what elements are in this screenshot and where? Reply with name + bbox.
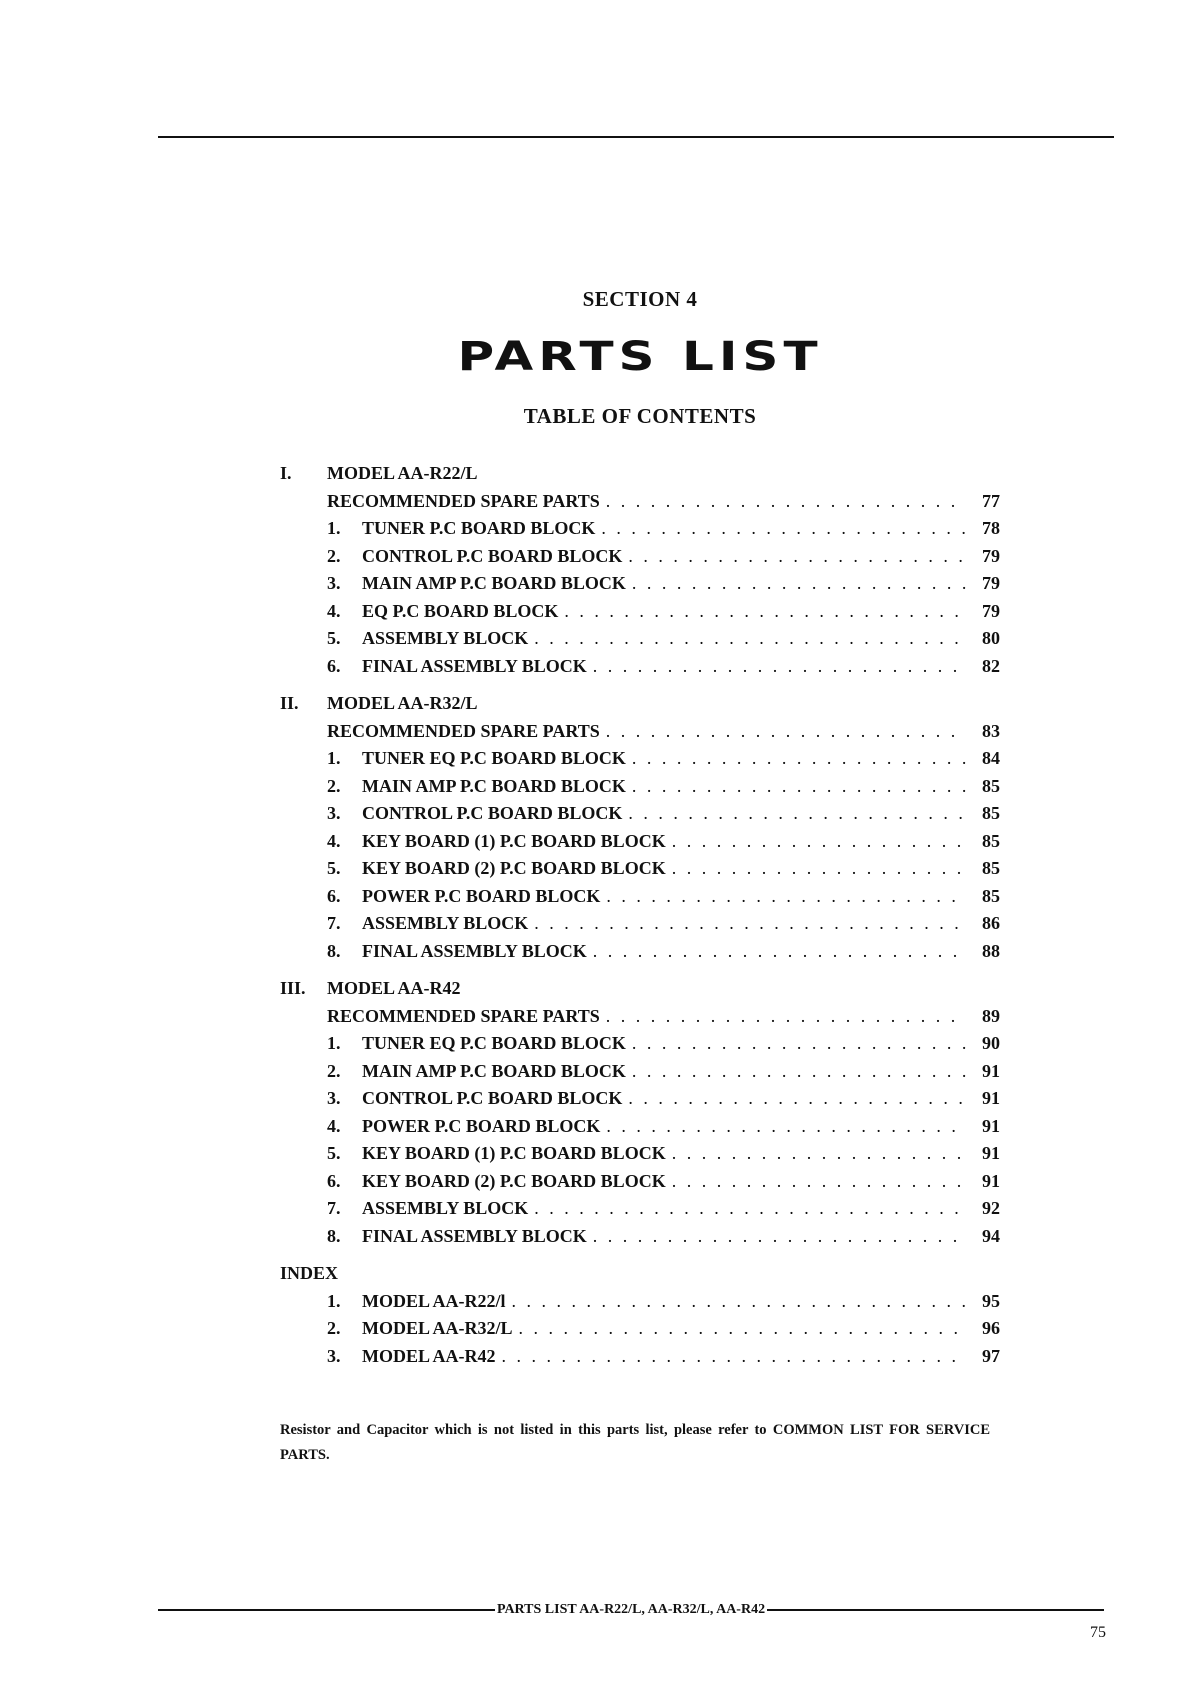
- toc-entry-page: 85: [982, 885, 1000, 906]
- toc-leader-dots: [606, 883, 966, 911]
- toc-group-model: MODEL AA-R42: [327, 978, 461, 999]
- toc-entry-page: 94: [982, 1225, 1000, 1246]
- toc-group-numeral: I.: [280, 463, 292, 484]
- toc-entry: [280, 625, 1000, 653]
- toc-leader-dots: [534, 1195, 966, 1223]
- toc-entry-page: 78: [982, 518, 1000, 538]
- toc-leader-dots: [628, 800, 966, 828]
- toc-entry-label: CONTROL P.C BOARD BLOCK: [362, 803, 623, 823]
- toc-entry-number: 2.: [327, 775, 341, 796]
- toc-entry: [280, 653, 1000, 681]
- toc-leader-dots: [632, 570, 966, 598]
- toc-entry-page: 92: [982, 1198, 1000, 1218]
- toc-leader-dots: [519, 1315, 966, 1343]
- toc-group-heading: [280, 690, 1000, 718]
- toc-group-numeral: III.: [280, 978, 306, 999]
- toc-index-heading: INDEX: [280, 1263, 339, 1283]
- toc-entry-number: 1.: [327, 1033, 341, 1053]
- toc-leader-dots: [593, 653, 966, 681]
- toc-entry: [280, 1140, 1000, 1168]
- toc-entry-page: 85: [982, 830, 1000, 851]
- toc-entry-label: ASSEMBLY BLOCK: [362, 628, 529, 648]
- toc-entry: [280, 515, 1000, 543]
- toc-entry: [280, 1195, 1000, 1223]
- toc-entry-label: CONTROL P.C BOARD BLOCK: [362, 545, 623, 566]
- toc-entry-number: 5.: [327, 858, 341, 878]
- toc-entry-page: 77: [982, 490, 1000, 511]
- toc-entry-label: MODEL AA-R32/L: [362, 1318, 513, 1338]
- toc-entry-label: RECOMMENDED SPARE PARTS: [327, 490, 600, 511]
- toc-entry-number: 3.: [327, 573, 341, 593]
- toc-entry: [280, 1343, 1000, 1371]
- toc-entry: [280, 570, 1000, 598]
- toc-leader-dots: [632, 773, 966, 801]
- top-rule: [158, 136, 1114, 138]
- toc-entry-page: 79: [982, 573, 1000, 593]
- toc-entry-number: 1.: [327, 518, 341, 538]
- toc-entry-number: 3.: [327, 803, 341, 823]
- toc-entry-label: ASSEMBLY BLOCK: [362, 1198, 529, 1218]
- toc-entry-label: FINAL ASSEMBLY BLOCK: [362, 655, 587, 676]
- toc-entry: [280, 910, 1000, 938]
- toc-leader-dots: [632, 1030, 966, 1058]
- toc-entry-page: 90: [982, 1033, 1000, 1053]
- toc-entry: [280, 800, 1000, 828]
- footer-rule-right: [767, 1609, 1104, 1611]
- toc-entry-page: 85: [982, 858, 1000, 878]
- toc-entry-page: 80: [982, 628, 1000, 648]
- section-heading: SECTION 4: [582, 287, 698, 311]
- toc-entry: [280, 1223, 1000, 1251]
- toc-entry-page: 79: [982, 545, 1000, 566]
- toc-leader-dots: [672, 855, 966, 883]
- toc-entry: [280, 1003, 1000, 1031]
- toc-leader-dots: [534, 625, 966, 653]
- toc-entry-label: RECOMMENDED SPARE PARTS: [327, 1005, 600, 1026]
- page-footer: [158, 1602, 1104, 1618]
- toc-entry-label: TUNER EQ P.C BOARD BLOCK: [362, 748, 626, 768]
- toc-leader-dots: [606, 488, 966, 516]
- toc-entry-number: 8.: [327, 1225, 341, 1246]
- toc-entry-number: 3.: [327, 1088, 341, 1108]
- toc-entry-page: 95: [982, 1290, 1000, 1311]
- toc-entry-page: 91: [982, 1143, 1000, 1163]
- toc-entry: [280, 828, 1000, 856]
- toc-entry-page: 97: [982, 1345, 1000, 1366]
- toc-entry: [280, 855, 1000, 883]
- toc-leader-dots: [628, 543, 966, 571]
- toc-entry-number: 6.: [327, 885, 341, 906]
- toc-entry-label: TUNER P.C BOARD BLOCK: [362, 518, 596, 538]
- toc-leader-dots: [512, 1288, 966, 1316]
- toc-entry-label: MAIN AMP P.C BOARD BLOCK: [362, 775, 626, 796]
- toc-entry-number: 1.: [327, 748, 341, 768]
- toc-entry-label: POWER P.C BOARD BLOCK: [362, 885, 601, 906]
- toc-entry: [280, 1315, 1000, 1343]
- toc-entry-number: 6.: [327, 655, 341, 676]
- toc-leader-dots: [606, 1003, 966, 1031]
- toc-group-model: MODEL AA-R22/L: [327, 463, 478, 484]
- toc-entry-label: MAIN AMP P.C BOARD BLOCK: [362, 573, 626, 593]
- toc-group-heading: [280, 460, 1000, 488]
- toc-entry: [280, 883, 1000, 911]
- toc-entry-label: EQ P.C BOARD BLOCK: [362, 600, 559, 621]
- toc-entry: [280, 1085, 1000, 1113]
- toc-leader-dots: [632, 745, 966, 773]
- toc-entry-number: 2.: [327, 1318, 341, 1338]
- toc-entry-label: KEY BOARD (1) P.C BOARD BLOCK: [362, 1143, 666, 1163]
- toc-entry-page: 91: [982, 1170, 1000, 1191]
- toc-entry: [280, 543, 1000, 571]
- toc-leader-dots: [593, 938, 966, 966]
- footnote: Resistor and Capacitor which is not listed in this parts list, please refer to COMMON LIST FOR SERVICE PARTS.: [280, 1422, 990, 1463]
- toc-entry-label: RECOMMENDED SPARE PARTS: [327, 720, 600, 741]
- toc-group: [280, 690, 1000, 965]
- toc-entry-page: 91: [982, 1060, 1000, 1081]
- page-title: PARTS LIST: [457, 334, 823, 380]
- table-of-contents: [280, 460, 1000, 1380]
- toc-entry-number: 4.: [327, 600, 341, 621]
- toc-entry-label: KEY BOARD (1) P.C BOARD BLOCK: [362, 830, 666, 851]
- toc-entry-number: 7.: [327, 913, 341, 933]
- toc-entry-number: 5.: [327, 628, 341, 648]
- toc-entry: [280, 1113, 1000, 1141]
- toc-entry-number: 4.: [327, 830, 341, 851]
- toc-group-numeral: II.: [280, 693, 299, 714]
- toc-entry-number: 2.: [327, 1060, 341, 1081]
- toc-entry-page: 85: [982, 803, 1000, 823]
- toc-leader-dots: [601, 515, 966, 543]
- toc-entry: [280, 938, 1000, 966]
- toc-entry: [280, 488, 1000, 516]
- toc-entry-page: 86: [982, 913, 1000, 933]
- toc-entry: [280, 1168, 1000, 1196]
- footer-text: PARTS LIST AA-R22/L, AA-R32/L, AA-R42: [496, 1602, 766, 1617]
- toc-leader-dots: [632, 1058, 966, 1086]
- toc-entry-number: 2.: [327, 545, 341, 566]
- toc-leader-dots: [534, 910, 966, 938]
- toc-entry-label: FINAL ASSEMBLY BLOCK: [362, 1225, 587, 1246]
- toc-entry: [280, 773, 1000, 801]
- toc-entry: [280, 718, 1000, 746]
- toc-leader-dots: [564, 598, 966, 626]
- toc-entry-number: 3.: [327, 1345, 341, 1366]
- toc-entry: [280, 1030, 1000, 1058]
- toc-entry-page: 83: [982, 720, 1000, 741]
- toc-entry-label: FINAL ASSEMBLY BLOCK: [362, 940, 587, 961]
- toc-entry-number: 4.: [327, 1115, 341, 1136]
- footer-rule-left: [158, 1609, 495, 1611]
- toc-leader-dots: [502, 1343, 966, 1371]
- toc-entry: [280, 1058, 1000, 1086]
- toc-group: [280, 460, 1000, 680]
- toc-entry-number: 1.: [327, 1290, 341, 1311]
- toc-entry-label: CONTROL P.C BOARD BLOCK: [362, 1088, 623, 1108]
- toc-entry-label: MODEL AA-R22/l: [362, 1290, 506, 1311]
- toc-entry-label: KEY BOARD (2) P.C BOARD BLOCK: [362, 858, 666, 878]
- toc-group-heading: [280, 975, 1000, 1003]
- toc-entry-page: 85: [982, 775, 1000, 796]
- toc-leader-dots: [672, 1140, 966, 1168]
- toc-entry-label: KEY BOARD (2) P.C BOARD BLOCK: [362, 1170, 666, 1191]
- toc-group-model: MODEL AA-R32/L: [327, 693, 478, 714]
- toc-entry-page: 88: [982, 940, 1000, 961]
- page-number: 75: [1090, 1624, 1106, 1641]
- toc-leader-dots: [606, 718, 966, 746]
- toc-entry-label: ASSEMBLY BLOCK: [362, 913, 529, 933]
- toc-entry-label: MODEL AA-R42: [362, 1345, 496, 1366]
- toc-entry-page: 84: [982, 748, 1000, 768]
- toc-entry: [280, 745, 1000, 773]
- toc-leader-dots: [672, 1168, 966, 1196]
- toc-leader-dots: [593, 1223, 966, 1251]
- toc-heading: TABLE OF CONTENTS: [523, 404, 757, 428]
- toc-entry-number: 6.: [327, 1170, 341, 1191]
- toc-leader-dots: [606, 1113, 966, 1141]
- toc-entry: [280, 1288, 1000, 1316]
- toc-entry-page: 91: [982, 1115, 1000, 1136]
- toc-entry-page: 91: [982, 1088, 1000, 1108]
- toc-entry-page: 79: [982, 600, 1000, 621]
- toc-entry-number: 8.: [327, 940, 341, 961]
- toc-entry-number: 5.: [327, 1143, 341, 1163]
- toc-entry-label: POWER P.C BOARD BLOCK: [362, 1115, 601, 1136]
- toc-entry-label: MAIN AMP P.C BOARD BLOCK: [362, 1060, 626, 1081]
- toc-index-group: [280, 1260, 1000, 1370]
- toc-leader-dots: [628, 1085, 966, 1113]
- toc-leader-dots: [672, 828, 966, 856]
- toc-entry-page: 89: [982, 1005, 1000, 1026]
- toc-entry-page: 96: [982, 1318, 1000, 1338]
- toc-entry-label: TUNER EQ P.C BOARD BLOCK: [362, 1033, 626, 1053]
- toc-group: [280, 975, 1000, 1250]
- toc-entry-page: 82: [982, 655, 1000, 676]
- toc-entry: [280, 598, 1000, 626]
- toc-entry-number: 7.: [327, 1198, 341, 1218]
